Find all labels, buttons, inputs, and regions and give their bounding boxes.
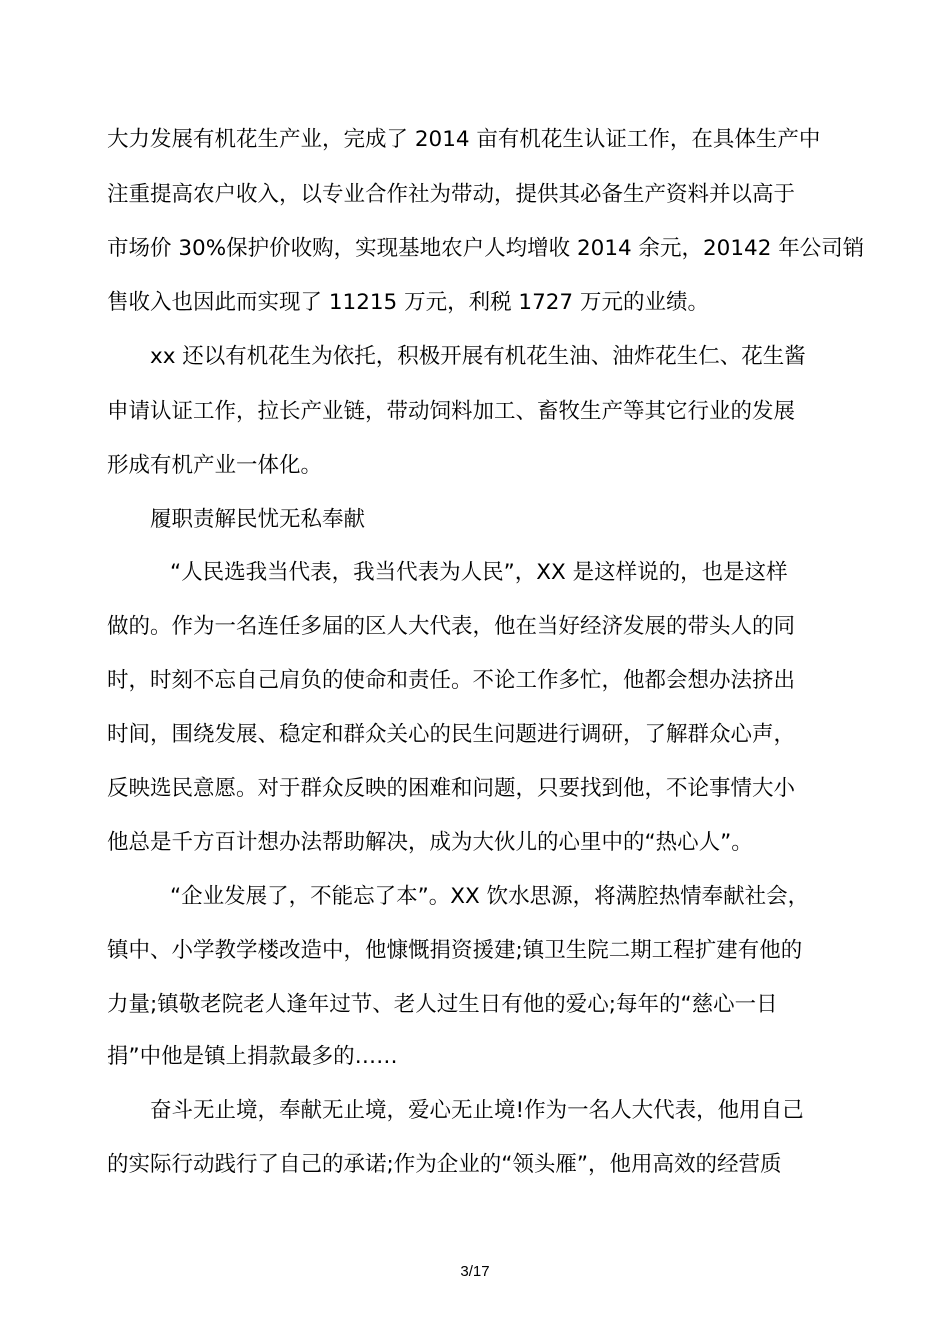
text-line: “人民选我当代表，我当代表为人民”，XX 是这样说的，也是这样 <box>170 560 788 585</box>
text-line: 申请认证工作，拉长产业链，带动饲料加工、畜牧生产等其它行业的发展 <box>107 399 796 424</box>
text-line: 他总是千方百计想办法帮助解决，成为大伙儿的心里中的“热心人”。 <box>107 830 753 855</box>
text-line: 市场价 30%保护价收购，实现基地农户人均增收 2014 余元，20142 年公司销 <box>107 236 865 261</box>
text-line: 力量;镇敬老院老人逢年过节、老人过生日有他的爱心;每年的“慈心一日 <box>107 992 778 1017</box>
text-line: xx 还以有机花生为依托，积极开展有机花生油、油炸花生仁、花生酱 <box>150 344 806 369</box>
text-line: 捐”中他是镇上捐款最多的…… <box>107 1044 398 1069</box>
text-line: 反映选民意愿。对于群众反映的困难和问题，只要找到他，不论事情大小 <box>107 776 796 801</box>
text-line: 时，时刻不忘自己肩负的使命和责任。不论工作多忙，他都会想办法挤出 <box>107 668 796 693</box>
text-line: 的实际行动践行了自己的承诺;作为企业的“领头雁”，他用高效的经营质 <box>107 1152 782 1177</box>
text-line: 时间，围绕发展、稳定和群众关心的民生问题进行调研，了解群众心声， <box>107 722 796 747</box>
text-line: 镇中、小学教学楼改造中，他慷慨捐资援建;镇卫生院二期工程扩建有他的 <box>107 938 803 963</box>
text-line: 奋斗无止境，奉献无止境，爱心无止境!作为一名人大代表，他用自己 <box>150 1098 804 1123</box>
text-line: 做的。作为一名连任多届的区人大代表，他在当好经济发展的带头人的同 <box>107 614 796 639</box>
page-number: 3/17 <box>460 1263 490 1280</box>
text-line: “企业发展了，不能忘了本”。XX 饮水思源，将满腔热情奉献社会， <box>170 884 810 909</box>
text-line: 形成有机产业一体化。 <box>107 453 323 478</box>
section-heading: 履职责解民忧无私奉献 <box>150 507 366 532</box>
text-line: 注重提高农户收入，以专业合作社为带动，提供其必备生产资料并以高于 <box>107 182 796 207</box>
text-line: 大力发展有机花生产业，完成了 2014 亩有机花生认证工作，在具体生产中 <box>107 127 821 152</box>
text-line: 售收入也因此而实现了 11215 万元，利税 1727 万元的业绩。 <box>107 290 709 315</box>
